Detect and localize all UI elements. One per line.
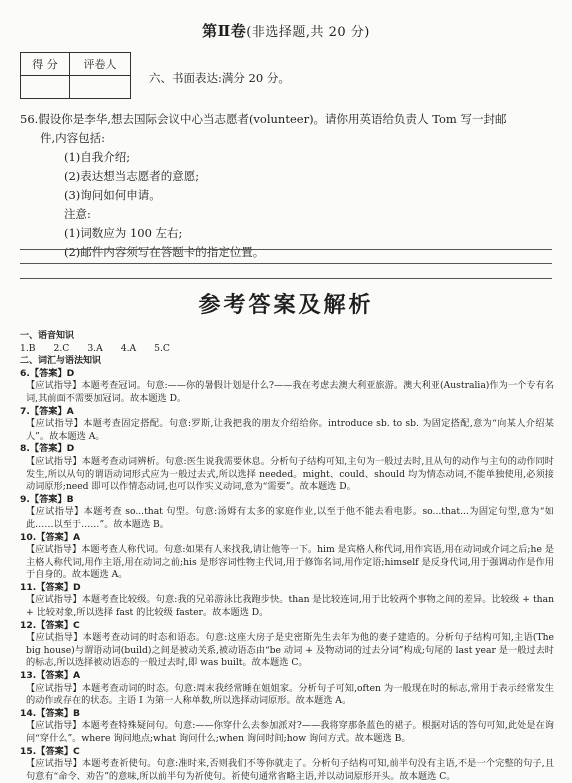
answer-key: 10.【答案】A: [20, 531, 81, 543]
answer-5: 5.C: [154, 342, 170, 354]
answer-explanation: 【应试指导】本题考查冠词。句意:——你的暑假计划是什么?——我在考虑去澳大利亚旅游。澳大利亚(Australia)作为一个专有名词,其前面不需要加冠词。故本题选 D。: [26, 380, 554, 404]
answer-2: 2.C: [53, 342, 70, 354]
answer-explanation: 【应试指导】本题考查固定搭配。句意:罗斯,让我把我的朋友介绍给你。introduce sb. to sb. 为固定搭配,意为“向某人介绍某人”。故本题选 A。: [26, 418, 554, 442]
answer-explanation: 【应试指导】本题考查动词辨析。句意:医生说我需要休息。分析句子结构可知,主句为一般过去时,且从句的动作与主句的动作同时发生,所以从句的谓语动词形式应为一般过去式,所以选择 needed。might、could、should 均为情态动词,不能单独使用,必须接动词原形;need 即可以作情态动词,也可以作实义动词,意为“需要”。故本题选 D。: [26, 455, 554, 493]
answer-explanation: 【应试指导】本题考查特殊疑问句。句意:——你穿什么去参加派对?——我将穿那条蓝色的裙子。根据对话的答句可知,此处是在询问“穿什么”。where 询问地点;what 询问什么;when 询问时间;how 询问方式。故本题选 B。: [26, 720, 554, 744]
q56-note-1: (1)词数应为 100 左右;: [64, 226, 183, 240]
answers-section: [20, 330, 554, 783]
answer-key: 13.【答案】A: [20, 670, 81, 682]
q56-prompt-line1: 56.假设你是李华,想去国际会议中心当志愿者(volunteer)。请你用英语给负责人 Tom 写一封邮: [20, 112, 507, 126]
q56-prompt-line2: 件,内容包括:: [40, 131, 106, 145]
grader-cell: [70, 76, 131, 99]
score-cell: [21, 76, 70, 99]
answer-explanation: 【应试指导】本题考查祈使句。句意:准时来,否则我们不等你就走了。分析句子结构可知,前半句没有主语,不是一个完整的句子,且句意有“命令、劝告”的意味,所以前半句为祈使句。祈使句通常省略主语,并以动词原形开头。故本题选 C。: [26, 758, 554, 782]
answer-line-2: [20, 263, 552, 264]
answer-key: 9.【答案】B: [20, 493, 74, 505]
answer-explanation: 【应试指导】本题考查 so...that 句型。句意:汤姆有太多的家庭作业,以至于他不能去看电影。so...that...为固定句型,意为“如此……以至于……”。故本题选 B。: [26, 506, 554, 530]
answer-4: 4.A: [120, 342, 137, 354]
q56-item-2: (2)表达想当志愿者的意愿;: [64, 169, 200, 183]
grader-label: 评卷人: [70, 53, 131, 76]
answer-explanation: 【应试指导】本题考查动词的时态。句意:周末我经常睡在姐姐家。分析句子可知,often 为一般现在时的标志,常用于表示经常发生的动作或存在的状态。主语 I 为第一人称单数,所以选择动词原形。故本题选 A。: [26, 682, 554, 707]
section6-heading: 六、书面表达:满分 20 分。: [149, 71, 290, 85]
answers-title: 参考答案及解析: [198, 292, 374, 318]
paper-part-title: 第Ⅱ卷: [202, 22, 247, 40]
answer-1: 1.B: [20, 342, 36, 354]
answer-3: 3.A: [87, 342, 103, 354]
q56-note-2: (2)邮件内容须写在答题卡的指定位置。: [64, 245, 265, 259]
answer-key: 14.【答案】B: [20, 707, 81, 719]
answer-key: 8.【答案】D: [20, 443, 75, 455]
score-box: [20, 52, 131, 99]
answers-sec2-heading: 二、词汇与语法知识: [20, 356, 102, 367]
answer-line-1: [20, 249, 552, 250]
paper-part-subtitle: (非选择题,共 20 分): [246, 25, 370, 40]
answer-explanation: 【应试指导】本题考查动词的时态和语态。句意:这座大房子是史密斯先生去年为他的妻子建造的。分析句子结构可知,主语(The big house)与谓语动词(build)之间是被动关系,被动语态由“be 动词 + 及物动词的过去分词”构成;句尾的 last year 是一般过去时的标志,所以选择被动语态的一般过去时,即 was built。故本题选 C。: [26, 632, 554, 669]
answer-key: 6.【答案】D: [20, 367, 75, 379]
q56-item-3: (3)询问如何申请。: [64, 188, 161, 202]
q56-item-1: (1)自我介绍;: [64, 150, 131, 164]
score-label: 得 分: [21, 53, 70, 76]
answer-explanation: 【应试指导】本题考查人称代词。句意:如果有人来找我,请让他等一下。him 是宾格人称代词,用作宾语,用在动词或介词之后;he 是主格人称代词,用作主语,用在动词之前;his 是形容词性物主代词,用于修饰名词,用作定语;himself 是反身代词,用于强调动作是作用于自身的。故本题选 A。: [26, 544, 554, 581]
section-title: [0, 20, 572, 41]
answer-key: 7.【答案】A: [20, 405, 74, 417]
answers-sec1-heading: 一、语音知识: [20, 331, 75, 341]
answer-line-3: [20, 278, 552, 279]
answer-key: 12.【答案】C: [20, 619, 80, 631]
answers-sec1-row: [20, 343, 554, 356]
q56-note-label: 注意:: [64, 207, 91, 221]
answer-key: 11.【答案】D: [20, 581, 81, 593]
answer-key: 15.【答案】C: [20, 745, 80, 757]
answer-explanation: 【应试指导】本题考查比较级。句意:我的兄弟游泳比我跑步快。than 是比较连词,用于比较两个事物之间的差异。比较级 + than + 比较对象,所以选择 fast 的比较级 faster。故本题选 D。: [26, 594, 554, 619]
question-56: [20, 110, 552, 262]
